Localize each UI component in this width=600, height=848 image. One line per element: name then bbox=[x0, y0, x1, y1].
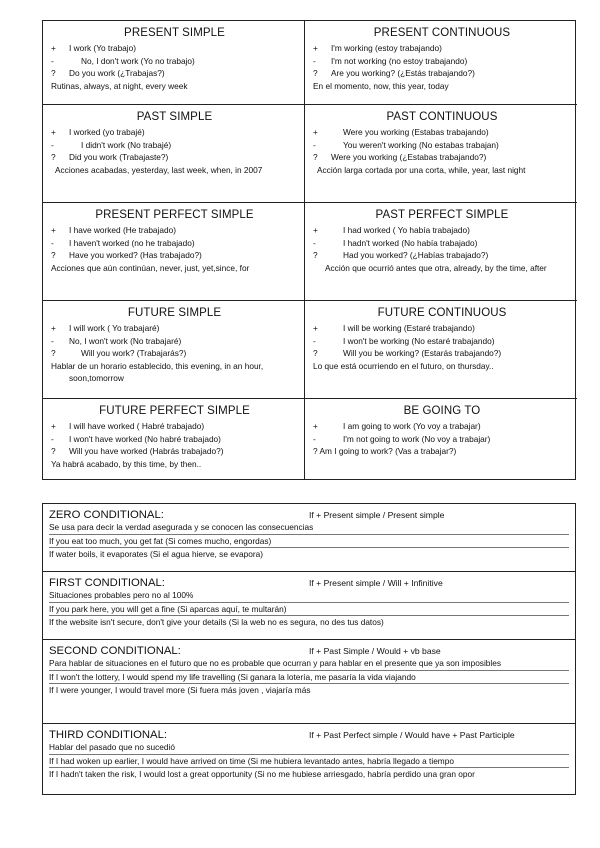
negative-line: - I'm not going to work (No voy a trabajar) bbox=[313, 433, 491, 444]
question-line: ? Will you have worked (Habrás trabajado?) bbox=[51, 446, 224, 457]
negative-line: - No, I don't work (Yo no trabajo) bbox=[51, 55, 195, 66]
usage-text: Acciones acabadas, yesterday, last week, when, in 2007 bbox=[55, 164, 263, 175]
usage-text: Ya habrá acabado, by this time, by then.. bbox=[51, 458, 202, 469]
first-conditional bbox=[43, 572, 575, 640]
positive-line: + Were you working (Estabas trabajando) bbox=[313, 127, 489, 137]
tense-title: FUTURE SIMPLE bbox=[127, 307, 222, 319]
second-conditional bbox=[43, 640, 575, 724]
conditionals-table bbox=[42, 503, 576, 795]
positive-line: + I will work ( Yo trabajaré) bbox=[51, 323, 160, 333]
question-line: ? Had you worked? (¿Habías trabajado?) bbox=[313, 250, 489, 261]
tense-title: PRESENT SIMPLE bbox=[124, 27, 225, 39]
question-line: ? Do you work (¿Trabajas?) bbox=[51, 68, 165, 79]
example-line: If you park here, you will get a fine (Si aparcas aquí, te multarán) bbox=[49, 602, 569, 616]
example-line: If I won't the lottery, I would spend my life travelling (Si ganara la lotería, me pasaría la vida viajando bbox=[49, 670, 569, 684]
positive-line: + I have worked (He trabajado) bbox=[51, 225, 176, 235]
usage-text: Acción larga cortada por una corta, while, year, last night bbox=[317, 164, 526, 175]
cell-future-continuous bbox=[305, 301, 577, 399]
cell-present-simple bbox=[43, 21, 305, 105]
question-line: ? Will you be working? (Estarás trabajando?) bbox=[313, 348, 502, 359]
example-line: If water boils, it evaporates (Si el agua hierve, se evapora) bbox=[49, 547, 569, 561]
tense-title: PAST SIMPLE bbox=[136, 111, 213, 123]
tense-title: BE GOING TO bbox=[403, 405, 481, 417]
third-conditional bbox=[43, 724, 575, 794]
conditional-formula: If + Present simple / Will + Infinitive bbox=[309, 578, 443, 588]
negative-line: - I didn't work (No trabajé) bbox=[51, 139, 172, 150]
usage-text: Hablar de un horario establecido, this evening, in an hour, soon,tomorrow bbox=[51, 360, 264, 384]
question-line: ? Were you working (¿Estabas trabajando?) bbox=[313, 152, 487, 163]
negative-line: - I'm not working (no estoy trabajando) bbox=[313, 55, 468, 66]
positive-line: + I am going to work (Yo voy a trabajar) bbox=[313, 421, 481, 431]
usage-text: Acciones que aún continúan, never, just, yet,since, for bbox=[51, 262, 250, 273]
conditional-formula: If + Past Perfect simple / Would have + Past Participle bbox=[309, 730, 515, 740]
cell-future-simple bbox=[43, 301, 305, 399]
positive-line: + I worked (yo trabajé) bbox=[51, 127, 145, 137]
positive-line: + I'm working (estoy trabajando) bbox=[313, 43, 442, 53]
cell-present-perfect-simple bbox=[43, 203, 305, 301]
conditional-formula: If + Past Simple / Would + vb base bbox=[309, 646, 441, 656]
positive-line: + I will be working (Estaré trabajando) bbox=[313, 323, 475, 333]
conditional-title: ZERO CONDITIONAL: bbox=[49, 509, 164, 521]
positive-line: + I work (Yo trabajo) bbox=[51, 43, 137, 53]
positive-line: + I will have worked ( Habré trabajado) bbox=[51, 421, 205, 431]
tenses-table bbox=[42, 20, 576, 480]
tense-title: FUTURE PERFECT SIMPLE bbox=[99, 405, 250, 417]
zero-conditional bbox=[43, 504, 575, 572]
conditional-title: FIRST CONDITIONAL: bbox=[49, 577, 165, 589]
cell-past-simple bbox=[43, 105, 305, 203]
usage-text: Acción que ocurrió antes que otra, already, by the time, after bbox=[325, 262, 547, 273]
cell-past-perfect-simple bbox=[305, 203, 577, 301]
example-line: If you eat too much, you get fat (Si comes mucho, engordas) bbox=[49, 534, 569, 548]
conditional-title: SECOND CONDITIONAL: bbox=[49, 645, 181, 657]
cell-future-perfect-simple bbox=[43, 399, 305, 479]
conditional-description: Hablar del pasado que no sucedió bbox=[49, 742, 175, 752]
conditional-formula: If + Present simple / Present simple bbox=[309, 510, 445, 520]
tense-title: PAST CONTINUOUS bbox=[386, 111, 498, 123]
cell-past-continuous bbox=[305, 105, 577, 203]
negative-line: - I won't have worked (No habré trabajado) bbox=[51, 433, 221, 444]
tense-title: PAST PERFECT SIMPLE bbox=[375, 209, 509, 221]
example-line: If the website isn't secure, don't give your details (Si la web no es segura, no des tus datos) bbox=[49, 615, 569, 629]
conditional-description: Situaciones probables pero no al 100% bbox=[49, 590, 194, 600]
question-line: ? Did you work (Trabajaste?) bbox=[51, 152, 169, 163]
example-line: If I hadn't taken the risk, I would lost a great opportunity (Si no me hubiese arriesgado, habría perdido una gran opor bbox=[49, 767, 569, 781]
negative-line: - I hadn't worked (No había trabajado) bbox=[313, 237, 478, 248]
cell-be-going-to bbox=[305, 399, 577, 479]
conditional-description: Para hablar de situaciones en el futuro que no es probable que ocurran y para hablar en el presente que ya son imposibles bbox=[49, 658, 502, 668]
conditional-description: Se usa para decir la verdad asegurada y se conocen las consecuencias bbox=[49, 522, 314, 532]
negative-line: - I won't be working (No estaré trabajando) bbox=[313, 335, 495, 346]
negative-line: - I haven't worked (no he trabajado) bbox=[51, 237, 195, 248]
negative-line: - You weren't working (No estabas trabajan) bbox=[313, 139, 499, 150]
example-line: If I had woken up earlier, I would have arrived on time (Si me hubiera levantado antes, habría llegado a tiempo bbox=[49, 754, 569, 768]
question-line: ? Have you worked? (Has trabajado?) bbox=[51, 250, 202, 261]
negative-line: - No, I won't work (No trabajaré) bbox=[51, 335, 182, 346]
tense-title: FUTURE CONTINUOUS bbox=[377, 307, 507, 319]
example-line: If I were younger, I would travel more (Si fuera más joven , viajaría más bbox=[49, 683, 569, 697]
question-line: ? Are you working? (¿Estás trabajando?) bbox=[313, 68, 475, 79]
cell-present-continuous bbox=[305, 21, 577, 105]
positive-line: + I had worked ( Yo había trabajado) bbox=[313, 225, 470, 235]
question-line: ? Am I going to work? (Vas a trabajar?) bbox=[313, 446, 457, 457]
conditional-title: THIRD CONDITIONAL: bbox=[49, 729, 167, 741]
question-line: ? Will you work? (Trabajarás?) bbox=[51, 348, 187, 359]
tense-title: PRESENT PERFECT SIMPLE bbox=[95, 209, 254, 221]
usage-text: En el momento, now, this year, today bbox=[313, 80, 449, 91]
tense-title: PRESENT CONTINUOUS bbox=[373, 27, 511, 39]
usage-text: Lo que está ocurriendo en el futuro, on thursday.. bbox=[313, 360, 494, 371]
usage-text: Rutinas, always, at night, every week bbox=[51, 80, 188, 91]
